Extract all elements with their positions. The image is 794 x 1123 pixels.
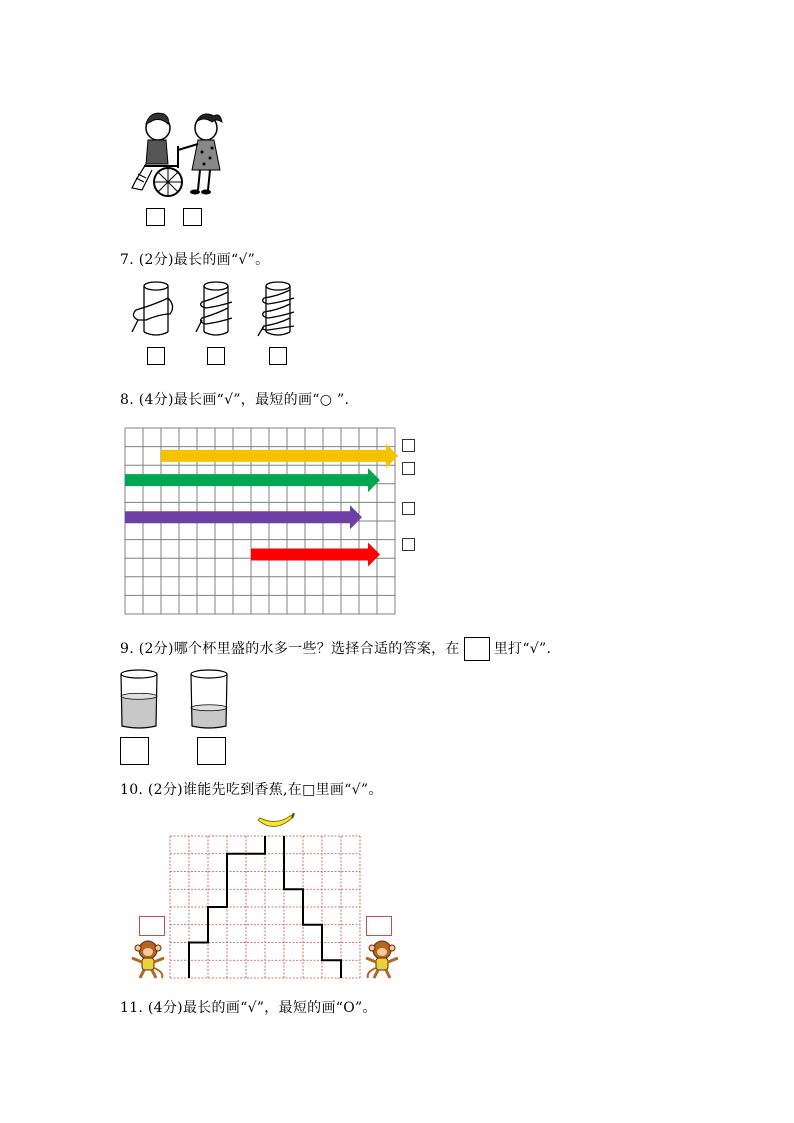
maze-grid: [170, 836, 360, 978]
answer-box-boy[interactable]: [146, 208, 165, 226]
question-9-text-before: 9. (2分)哪个杯里盛的水多一些？选择合适的答案，在: [120, 641, 460, 657]
arrow-2: [125, 468, 380, 492]
cup-rim-2: [191, 670, 227, 678]
monkey-left-icon: [128, 938, 168, 980]
question-9-text-after: 里打“√”.: [493, 641, 552, 657]
banana-icon: [256, 812, 296, 834]
cup-right: [188, 668, 230, 730]
answer-box-right-monkey[interactable]: [366, 916, 392, 936]
answer-box-cup-right[interactable]: [197, 737, 226, 765]
answer-box-cylinder-3[interactable]: [269, 347, 287, 365]
cylinder-3: [258, 282, 294, 336]
question-11: 11. (4分)最长的画“√”，最短的画“O”。: [120, 1000, 377, 1016]
arrow-4: [251, 542, 380, 566]
cup-rim-1: [121, 670, 157, 678]
monkey-maze: [170, 836, 360, 980]
answer-box-cylinder-1[interactable]: [147, 347, 165, 365]
cup-water-surface-2: [191, 705, 227, 711]
cup-water-surface-1: [121, 693, 157, 699]
cup-water-1: [121, 696, 157, 728]
answer-box-left-monkey[interactable]: [139, 916, 165, 936]
question-9: [120, 637, 551, 661]
answer-box-arrow-4[interactable]: [402, 538, 415, 551]
answer-box-arrow-3[interactable]: [402, 502, 415, 515]
answer-box-girl[interactable]: [183, 208, 202, 226]
answer-box-cylinder-2[interactable]: [207, 347, 225, 365]
cup-left: [118, 668, 160, 730]
answer-box-cup-left[interactable]: [120, 737, 149, 765]
wrapped-cylinders-illustration: [128, 280, 308, 340]
kids-wheelchair-illustration: [128, 108, 228, 204]
question-8: 8. (4分)最长画“√”，最短的画“○ ”.: [120, 392, 350, 408]
cylinder-2: [196, 282, 232, 335]
inline-answer-box: [464, 637, 490, 661]
answer-box-arrow-1[interactable]: [402, 439, 415, 452]
arrow-grid: [124, 428, 396, 614]
question-7: 7. (2分)最长的画“√”。: [120, 252, 270, 268]
question-10: 10. (2分)谁能先吃到香蕉,在□里画“√”。: [120, 782, 383, 798]
monkey-right-icon: [362, 938, 402, 980]
answer-box-arrow-2[interactable]: [402, 462, 415, 475]
cylinder-1: [132, 282, 173, 335]
